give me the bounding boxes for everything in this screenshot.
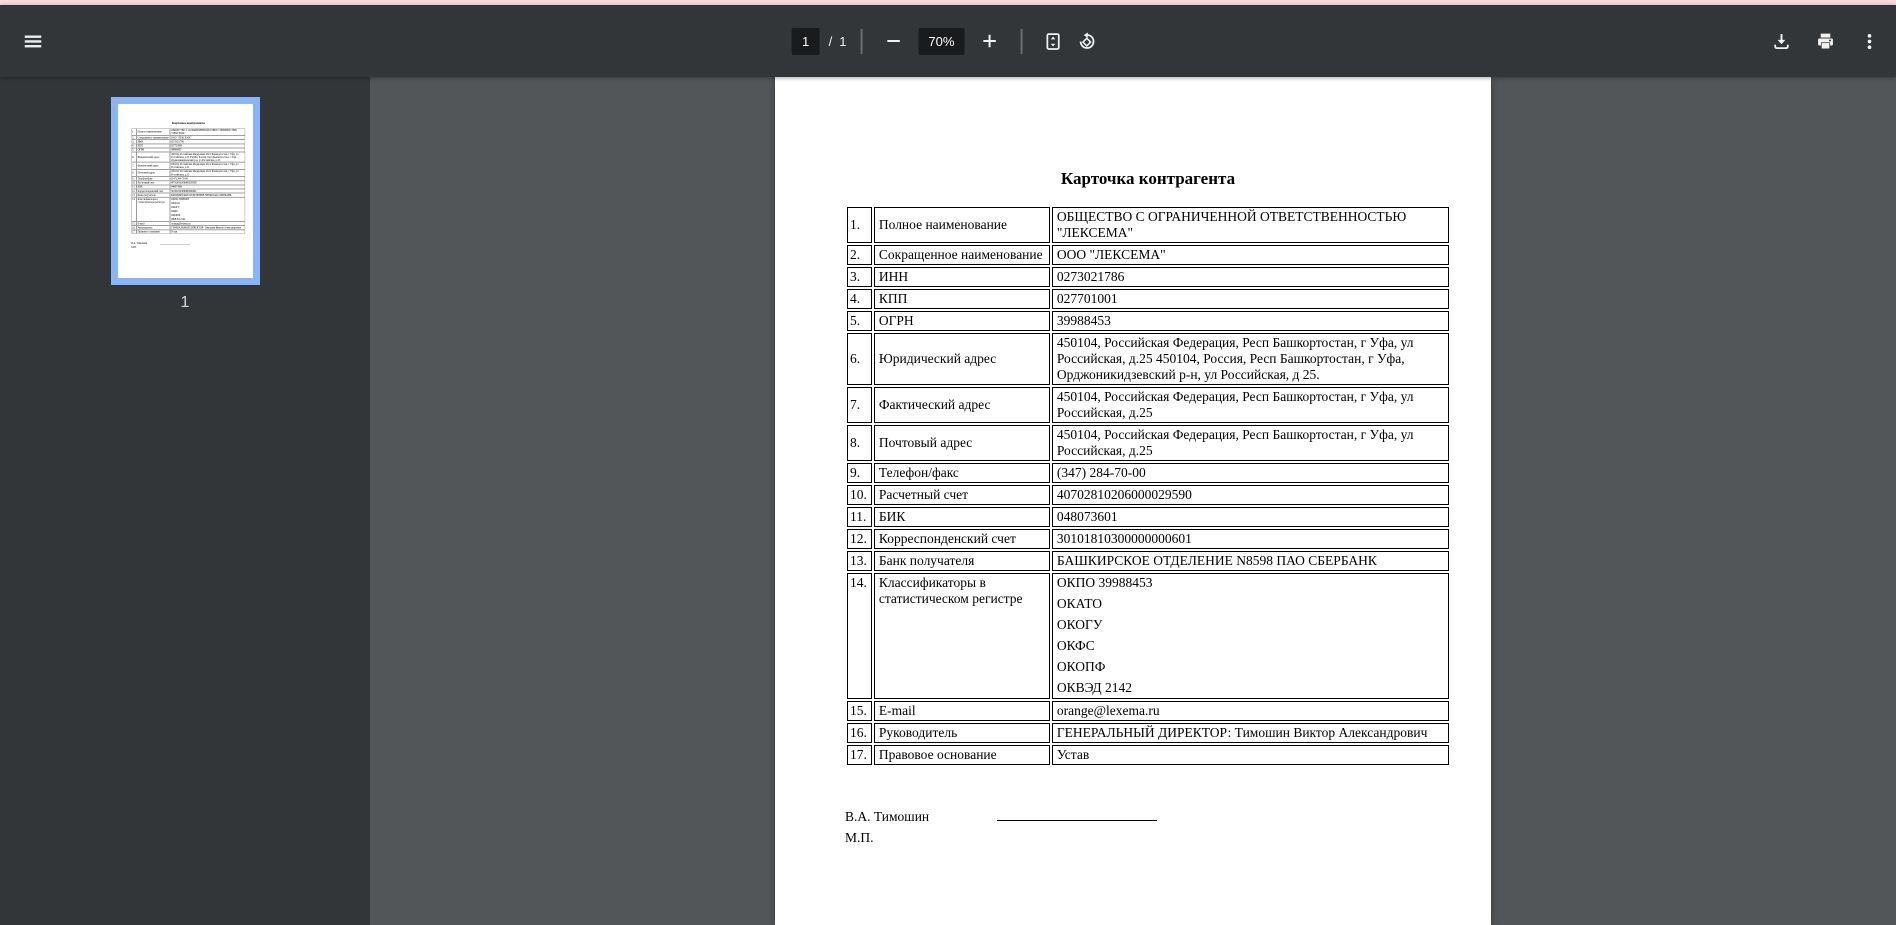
row-number: 5. <box>131 148 136 152</box>
table-row <box>847 289 1449 309</box>
thumbnail-page-preview <box>118 104 253 278</box>
row-label: Юридический адрес <box>136 152 169 162</box>
plus-icon <box>979 31 999 51</box>
row-number: 17. <box>131 230 135 234</box>
row-number: 2. <box>131 136 136 140</box>
stamp-label: М.П. <box>845 830 874 845</box>
thumbnail-panel <box>0 77 370 925</box>
row-value: orange@lexema.ru <box>170 222 245 226</box>
print-button[interactable] <box>1808 24 1842 58</box>
row-number: 7. <box>847 387 872 423</box>
print-icon <box>1815 31 1836 52</box>
row-value <box>170 197 245 221</box>
row-value: Устав <box>170 230 245 234</box>
table-row <box>847 573 1449 699</box>
row-value: (347) 284-70-00 <box>170 177 245 181</box>
page-number-input[interactable] <box>792 28 820 55</box>
row-label: Сокращенное наименование <box>137 136 168 139</box>
row-number: 15. <box>847 701 872 721</box>
row-number: 10. <box>131 181 135 185</box>
row-value: ГЕНЕРАЛЬНЫЙ ДИРЕКТОР: Тимошин Виктор Александрович <box>170 226 245 230</box>
row-value: 30101810300000000601 <box>1052 529 1449 549</box>
row-label: ИНН <box>136 140 169 144</box>
row-number: 4. <box>131 144 136 148</box>
row-number: 3. <box>131 140 136 144</box>
table-row <box>847 529 1449 549</box>
row-value-line: ОКФС <box>1056 638 1095 653</box>
row-value: ОБЩЕСТВО С ОГРАНИЧЕННОЙ ОТВЕТСТВЕННОСТЬЮ "ЛЕКСЕМА" <box>1052 207 1449 243</box>
row-value: ГЕНЕРАЛЬНЫЙ ДИРЕКТОР: Тимошин Виктор Александрович <box>1052 723 1449 743</box>
row-number: 8. <box>131 170 136 177</box>
row-value: orange@lexema.ru <box>1052 701 1449 721</box>
row-number: 10. <box>847 485 872 505</box>
minus-icon <box>883 31 903 51</box>
row-value: 450104, Российская Федерация, Респ Башкортостан, г Уфа, ул Российская, д.25 <box>1052 387 1449 423</box>
table-row <box>131 222 244 226</box>
page-divider: / <box>828 33 833 49</box>
row-label: Юридический адрес <box>874 333 1050 385</box>
row-label: КПП <box>874 289 1050 309</box>
row-label: Расчетный счет <box>136 181 169 185</box>
row-number: 11. <box>847 507 872 527</box>
row-number: 15. <box>131 222 135 225</box>
row-label: ИНН <box>874 267 1050 287</box>
row-label: Корреспонденский счет <box>874 529 1050 549</box>
row-label: Телефон/факс <box>136 177 169 181</box>
row-number: 8. <box>847 425 872 461</box>
pdf-viewer[interactable] <box>370 77 1896 925</box>
row-number: 16. <box>131 226 135 229</box>
zoom-out-button[interactable] <box>876 24 910 58</box>
row-value: 30101810300000000601 <box>170 189 245 193</box>
row-label: Почтовый адрес <box>874 425 1050 461</box>
document-page <box>775 77 1491 925</box>
rotate-button[interactable] <box>1070 24 1104 58</box>
table-row <box>847 425 1449 461</box>
row-value-line: ОКОГУ <box>1056 617 1103 632</box>
row-number: 12. <box>131 189 135 193</box>
document-footer <box>845 807 1451 847</box>
toolbar-separator <box>1020 29 1022 54</box>
table-row <box>131 140 244 144</box>
signature-line <box>997 808 1157 821</box>
row-label: ОГРН <box>136 148 169 152</box>
row-label: Телефон/факс <box>874 463 1050 483</box>
row-value: ОБЩЕСТВО С ОГРАНИЧЕННОЙ ОТВЕТСТВЕННОСТЬЮ "ЛЕКСЕМА" <box>170 129 245 136</box>
row-value-line: ОКВЭД 2142 <box>170 217 185 221</box>
row-value: 450104, Российская Федерация, Респ Башкортостан, г Уфа, ул Российская, д.25 450104, Россия, Респ Башкортостан, г Уфа, Орджоникидзевский р-н, ул Российская, д 25. <box>170 152 245 162</box>
row-label: E-mail <box>874 701 1050 721</box>
table-row <box>131 177 244 181</box>
toolbar-separator <box>860 29 862 54</box>
row-number: 7. <box>131 162 136 169</box>
row-number: 17. <box>847 745 872 765</box>
row-value-line: ОКФС <box>170 209 178 213</box>
row-number: 1. <box>131 129 136 136</box>
row-label: Сокращенное наименование <box>874 245 1050 265</box>
row-number: 1. <box>847 207 872 243</box>
row-label: Расчетный счет <box>874 485 1050 505</box>
table-row <box>131 185 244 189</box>
table-row <box>847 551 1449 571</box>
table-row <box>131 144 244 148</box>
row-number: 6. <box>847 333 872 385</box>
fit-to-page-icon <box>1043 31 1064 52</box>
row-value-line: ОКПО 39988453 <box>1056 575 1153 590</box>
row-number: 12. <box>847 529 872 549</box>
pdf-toolbar <box>0 5 1896 77</box>
download-icon <box>1771 31 1792 52</box>
row-label: Банк получателя <box>874 551 1050 571</box>
table-row <box>131 197 244 221</box>
row-label: Руководитель <box>136 226 169 230</box>
row-value: 450104, Российская Федерация, Респ Башкортостан, г Уфа, ул Российская, д.25 <box>170 162 245 169</box>
row-label: Корреспонденский счет <box>136 189 169 193</box>
row-value: 40702810206000029590 <box>170 181 245 185</box>
counterparty-table <box>131 128 245 234</box>
row-number: 9. <box>847 463 872 483</box>
row-value: 450104, Российская Федерация, Респ Башкортостан, г Уфа, ул Российская, д.25 <box>1052 425 1449 461</box>
row-value: ООО "ЛЕКСЕМА" <box>1052 245 1449 265</box>
row-label: Правовое основание <box>136 230 169 234</box>
row-value-line: ОКОПФ <box>1056 659 1106 674</box>
table-row <box>131 129 244 136</box>
table-row <box>847 723 1449 743</box>
table-row <box>131 189 244 193</box>
table-row <box>847 701 1449 721</box>
table-row <box>131 162 244 169</box>
document-footer <box>131 242 245 250</box>
download-button[interactable] <box>1764 24 1798 58</box>
row-value: 048073601 <box>170 185 245 189</box>
row-number: 4. <box>847 289 872 309</box>
row-number: 14. <box>847 573 872 699</box>
table-row <box>847 333 1449 385</box>
row-value-line: ОКОГУ <box>170 205 180 209</box>
row-label: Почтовый адрес <box>136 170 169 177</box>
row-number: 14. <box>131 197 136 221</box>
row-value: ООО "ЛЕКСЕМА" <box>170 136 245 140</box>
row-value-line: ОКОПФ <box>170 213 180 217</box>
stamp-label: М.П. <box>130 245 137 249</box>
row-label: Фактический адрес <box>136 162 169 169</box>
row-label: БИК <box>136 185 169 189</box>
row-label: Правовое основание <box>874 745 1050 765</box>
counterparty-table <box>845 205 1451 767</box>
fit-to-page-button[interactable] <box>1036 24 1070 58</box>
row-number: 13. <box>847 551 872 571</box>
row-value-line: ОКАТО <box>1056 596 1103 611</box>
row-value: 027701001 <box>170 144 245 148</box>
row-value: 027701001 <box>1052 289 1449 309</box>
hamburger-icon <box>22 30 44 52</box>
row-value: Устав <box>1052 745 1449 765</box>
row-value: 39988453 <box>170 148 245 152</box>
table-row <box>131 170 244 177</box>
row-value: БАШКИРСКОЕ ОТДЕЛЕНИЕ N8598 ПАО СБЕРБАНК <box>1052 551 1449 571</box>
row-value-line: ОКАТО <box>170 201 180 205</box>
row-label: E-mail <box>136 222 169 226</box>
signature-name: В.А. Тимошин <box>130 241 147 245</box>
row-label: ОГРН <box>874 311 1050 331</box>
row-value: 40702810206000029590 <box>1052 485 1449 505</box>
table-row <box>131 136 244 140</box>
menu-button[interactable] <box>16 24 50 58</box>
row-label: Классификаторы в статистическом регистре <box>874 573 1050 699</box>
table-row <box>131 181 244 185</box>
table-row <box>131 193 244 197</box>
row-label: Полное наименование <box>874 207 1050 243</box>
document-title: Карточка контрагента <box>171 121 205 125</box>
table-row <box>131 226 244 230</box>
row-value: 048073601 <box>1052 507 1449 527</box>
page-total-label: 1 <box>839 33 847 49</box>
table-row <box>847 245 1449 265</box>
table-row <box>847 207 1449 243</box>
table-row <box>131 148 244 152</box>
row-number: 9. <box>131 177 136 181</box>
row-number: 5. <box>847 311 872 331</box>
row-value-line: ОКВЭД 2142 <box>1056 680 1132 695</box>
row-value: 0273021786 <box>1052 267 1449 287</box>
row-value: (347) 284-70-00 <box>1052 463 1449 483</box>
row-number: 6. <box>131 152 136 162</box>
row-number: 16. <box>847 723 872 743</box>
zoom-in-button[interactable] <box>972 24 1006 58</box>
table-row <box>847 463 1449 483</box>
row-value: 0273021786 <box>170 140 245 144</box>
table-row <box>847 267 1449 287</box>
row-number: 11. <box>131 185 135 189</box>
document-title: Карточка контрагента <box>1060 169 1236 188</box>
row-label: Полное наименование <box>136 129 169 136</box>
table-row <box>847 507 1449 527</box>
row-value-line: ОКПО 39988453 <box>170 197 189 201</box>
row-number: 13. <box>131 193 135 197</box>
row-label: КПП <box>136 144 169 148</box>
rotate-counterclockwise-icon <box>1077 31 1098 52</box>
row-label: Классификаторы в статистическом регистре <box>136 197 169 221</box>
zoom-level: 70% <box>918 28 964 55</box>
row-value: 450104, Российская Федерация, Респ Башкортостан, г Уфа, ул Российская, д.25 450104, Россия, Респ Башкортостан, г Уфа, Орджоникидзевский р-н, ул Российская, д 25. <box>1052 333 1449 385</box>
row-label: Банк получателя <box>136 193 169 197</box>
table-row <box>847 311 1449 331</box>
more-options-button[interactable] <box>1852 24 1886 58</box>
row-number: 3. <box>847 267 872 287</box>
row-label: Руководитель <box>874 723 1050 743</box>
table-row <box>847 387 1449 423</box>
row-value: 450104, Российская Федерация, Респ Башкортостан, г Уфа, ул Российская, д.25 <box>170 170 245 177</box>
row-value: БАШКИРСКОЕ ОТДЕЛЕНИЕ N8598 ПАО СБЕРБАНК <box>170 193 245 197</box>
table-row <box>847 485 1449 505</box>
row-value <box>1052 573 1449 699</box>
table-row <box>847 745 1449 765</box>
signature-name: В.А. Тимошин <box>845 809 930 824</box>
page-thumbnail[interactable] <box>111 97 260 285</box>
row-label: БИК <box>874 507 1050 527</box>
signature-line <box>159 242 189 244</box>
row-number: 2. <box>847 245 872 265</box>
row-label: Фактический адрес <box>874 387 1050 423</box>
kebab-menu-icon <box>1859 31 1880 52</box>
table-row <box>131 152 244 162</box>
row-value: 39988453 <box>1052 311 1449 331</box>
table-row <box>131 230 244 234</box>
thumbnail-page-number: 1 <box>180 294 190 311</box>
